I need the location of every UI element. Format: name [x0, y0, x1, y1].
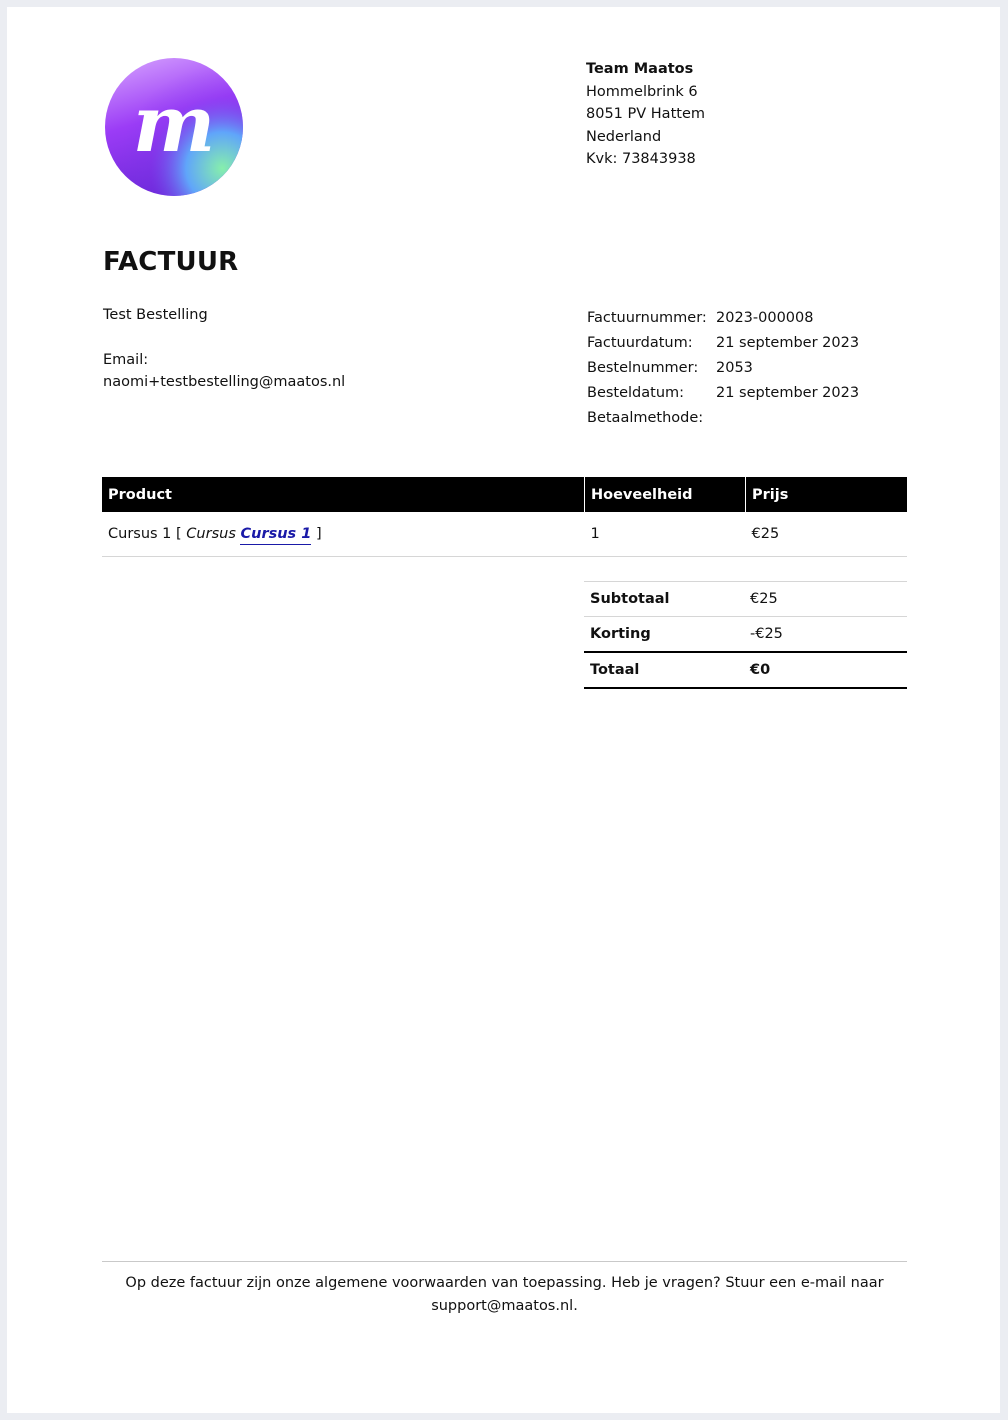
meta-label: Besteldatum:	[587, 385, 685, 401]
company-street: Hommelbrink 6	[586, 83, 698, 100]
invoice-title: FACTUUR	[103, 247, 239, 277]
product-type: Cursus	[186, 526, 236, 542]
footer-note	[102, 1261, 907, 1317]
company-country: Nederland	[586, 128, 662, 145]
meta-label: Bestelnummer:	[587, 360, 699, 376]
meta-value: 2023-000008	[716, 310, 814, 326]
meta-value: 2053	[716, 360, 753, 376]
product-link[interactable]: Cursus 1	[240, 526, 311, 545]
meta-value: 21 september 2023	[716, 335, 860, 351]
logo-letter: m	[132, 79, 216, 170]
meta-row	[587, 331, 859, 356]
customer-name: Test Bestelling	[103, 307, 208, 323]
price-cell: €25	[746, 512, 908, 557]
subtotal-label: Subtotaal	[584, 582, 744, 617]
meta-label: Factuurdatum:	[587, 335, 693, 351]
subtotal-row	[584, 582, 907, 617]
meta-value: 21 september 2023	[716, 385, 860, 401]
company-city: 8051 PV Hattem	[586, 106, 705, 122]
company-name: Team Maatos	[586, 61, 694, 77]
column-header-quantity: Hoeveelheid	[585, 477, 746, 512]
items-table	[102, 477, 907, 557]
column-header-product: Product	[102, 477, 585, 512]
column-header-price: Prijs	[746, 477, 908, 512]
quantity-cell: 1	[585, 512, 746, 557]
total-label: Totaal	[584, 652, 744, 688]
product-bracket-close: ]	[315, 526, 322, 542]
company-logo	[105, 58, 243, 196]
footer-line: Op deze factuur zijn onze algemene voorwaarden van toepassing. Heb je vragen? Stuur een e-mail naar	[125, 1275, 884, 1291]
meta-row	[587, 356, 859, 381]
discount-label: Korting	[584, 617, 744, 653]
product-cell	[102, 512, 585, 557]
table-row	[102, 512, 907, 557]
company-kvk: Kvk: 73843938	[586, 151, 696, 167]
items-header-row	[102, 477, 907, 512]
customer-email-label: Email:	[103, 351, 149, 368]
meta-row	[587, 381, 859, 406]
total-value: €0	[744, 652, 907, 688]
discount-value: -€25	[744, 617, 907, 653]
footer-email: support@maatos.nl.	[431, 1297, 578, 1314]
subtotal-value: €25	[744, 582, 907, 617]
company-address	[586, 58, 705, 171]
invoice-meta	[587, 306, 859, 431]
total-row	[584, 652, 907, 688]
discount-row	[584, 617, 907, 653]
totals-table	[584, 581, 907, 689]
customer-block	[103, 304, 345, 394]
meta-row	[587, 306, 859, 331]
product-name: Cursus 1 [	[108, 526, 182, 542]
meta-label: Factuurnummer:	[587, 310, 707, 326]
meta-row	[587, 406, 859, 431]
meta-label: Betaalmethode:	[587, 410, 704, 426]
customer-email: naomi+testbestelling@maatos.nl	[103, 374, 346, 390]
invoice-page	[7, 7, 1000, 1413]
